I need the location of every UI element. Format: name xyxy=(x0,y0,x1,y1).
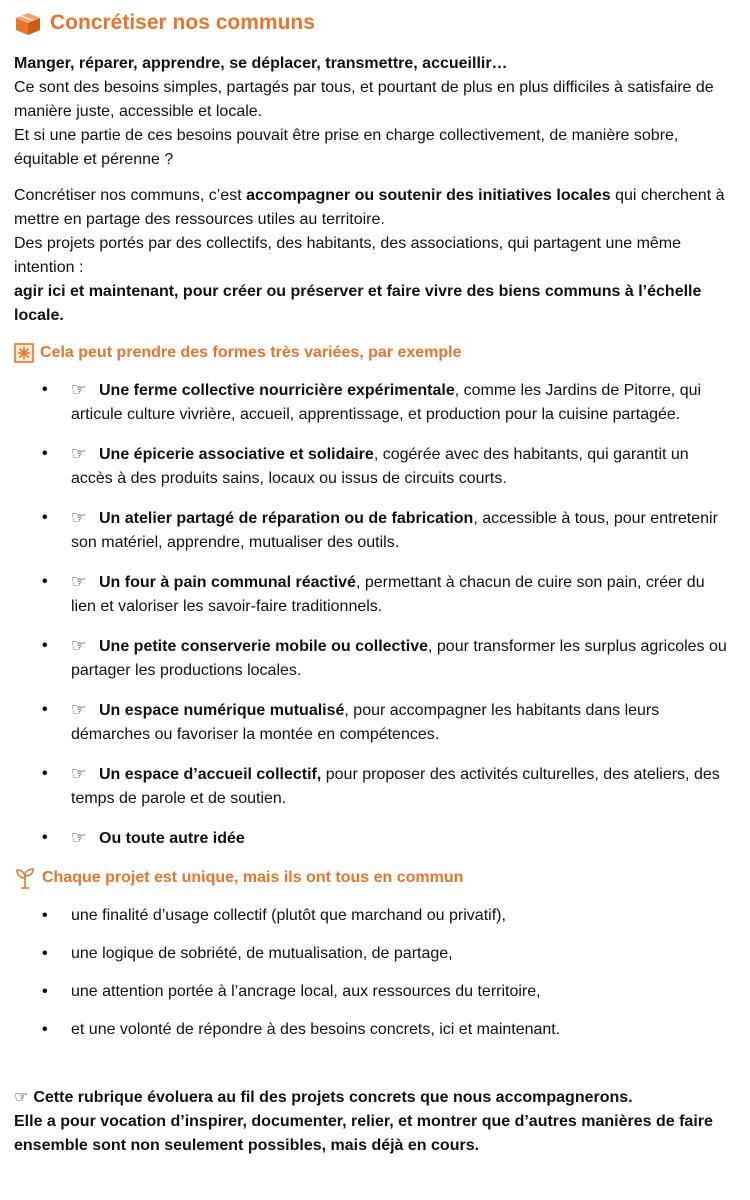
example-description: , pour accompagner les habitants dans leurs démarches ou favoriser la montée en compétences. xyxy=(71,702,660,743)
definition-text-end: qui cherchent à mettre en partage des ressources utiles au territoire. xyxy=(14,187,725,228)
definition-line-2: Des projets portés par des collectifs, des habitants, des associations, qui partagent une même intention : xyxy=(14,235,682,276)
example-description: , comme les Jardins de Pitorre, qui articule culture vivrière, accueil, apprentissage, et production pour la cuisine partagée. xyxy=(71,382,702,423)
bullet: • xyxy=(42,983,48,1000)
bullet: • xyxy=(42,573,48,590)
example-item xyxy=(14,762,736,811)
footer-line-1 xyxy=(14,1086,736,1110)
commons-item xyxy=(14,904,736,928)
example-title: Un espace numérique mutualisé xyxy=(99,702,345,719)
commons-item xyxy=(14,1018,736,1042)
example-title: Un four à pain communal réactivé xyxy=(99,574,356,591)
pointing-hand-icon: ☞ xyxy=(71,700,87,719)
footer-note xyxy=(14,1086,736,1158)
example-title: Une petite conserverie mobile ou collective xyxy=(99,638,428,655)
intro-lead: Manger, réparer, apprendre, se déplacer, transmettre, accueillir… xyxy=(14,55,508,72)
pointing-hand-icon: ☞ xyxy=(71,828,87,847)
intro xyxy=(14,52,736,172)
definition-bold: accompagner ou soutenir des initiatives locales xyxy=(246,187,611,204)
example-title: Une épicerie associative et solidaire xyxy=(99,446,374,463)
bullet: • xyxy=(42,701,48,718)
example-item xyxy=(14,634,736,683)
example-title: Un atelier partagé de réparation ou de fabrication xyxy=(99,510,474,527)
commons-list xyxy=(14,904,736,1042)
definition-text: Concrétiser nos communs, c’est xyxy=(14,187,247,204)
bullet: • xyxy=(42,1021,48,1038)
commons-item xyxy=(14,980,736,1004)
commons-heading-text: Chaque projet est unique, mais ils ont tous en commun xyxy=(42,869,464,886)
sparkle-box-icon xyxy=(14,343,34,363)
example-title: Ou toute autre idée xyxy=(99,830,245,847)
examples-heading-text: Cela peut prendre des formes très variées, par exemple xyxy=(40,344,462,361)
bullet: • xyxy=(42,829,48,846)
commons-item xyxy=(14,942,736,966)
commons-item-text: une logique de sobriété, de mutualisation, de partage, xyxy=(71,945,453,962)
pointing-hand-icon: ☞ xyxy=(71,444,87,463)
example-description: , accessible à tous, pour entretenir son matériel, apprendre, mutualiser des outils. xyxy=(71,510,718,551)
definition-line-1 xyxy=(14,184,736,232)
box-icon xyxy=(14,10,42,36)
bullet: • xyxy=(42,765,48,782)
intro-line-1: Ce sont des besoins simples, partagés par tous, et pourtant de plus en plus difficiles à satisfaire de manière juste, accessible et locale. xyxy=(14,79,714,120)
pointing-hand-icon: ☞ xyxy=(71,636,87,655)
pointing-hand-icon: ☞ xyxy=(71,380,87,399)
bullet: • xyxy=(42,945,48,962)
footer-line-2: Elle a pour vocation d’inspirer, documenter, relier, et montrer que d’autres manières de faire ensemble sont non seulement possibles, mais déjà en cours. xyxy=(14,1113,713,1154)
example-item xyxy=(14,826,736,851)
pointing-hand-icon: ☞ xyxy=(71,572,87,591)
page-header xyxy=(14,7,736,39)
commons-item-text: une attention portée à l’ancrage local, aux ressources du territoire, xyxy=(71,983,541,1000)
example-description: , cogérée avec des habitants, qui garantit un accès à des produits sains, locaux ou issus de circuits courts. xyxy=(71,446,689,487)
example-item xyxy=(14,506,736,555)
examples-list xyxy=(14,378,736,851)
commons-item-text: une finalité d’usage collectif (plutôt que marchand ou privatif), xyxy=(71,907,506,924)
example-title: Un espace d’accueil collectif, xyxy=(99,766,322,783)
example-title: Une ferme collective nourricière expérimentale xyxy=(99,382,455,399)
example-description: , permettant à chacun de cuire son pain, créer du lien et valoriser les savoir-faire traditionnels. xyxy=(71,574,705,615)
commons-item-text: et une volonté de répondre à des besoins concrets, ici et maintenant. xyxy=(71,1021,561,1038)
bullet: • xyxy=(42,907,48,924)
intro-line-2: Et si une partie de ces besoins pouvait être prise en charge collectivement, de manière sobre, équitable et pérenne ? xyxy=(14,127,679,168)
pointing-hand-icon: ☞ xyxy=(14,1089,29,1106)
example-item xyxy=(14,570,736,619)
bullet: • xyxy=(42,445,48,462)
example-description: , pour transformer les surplus agricoles ou partager les productions locales. xyxy=(71,638,727,679)
footer-line-1-text: Cette rubrique évoluera au fil des projets concrets que nous accompagnerons. xyxy=(33,1089,633,1106)
definition xyxy=(14,184,736,328)
example-item xyxy=(14,698,736,747)
example-description: pour proposer des activités culturelles, des ateliers, des temps de parole et de soutien. xyxy=(71,766,720,807)
examples-heading xyxy=(14,341,736,365)
definition-line-3: agir ici et maintenant, pour créer ou préserver et faire vivre des biens communs à l’échelle locale. xyxy=(14,283,702,324)
pointing-hand-icon: ☞ xyxy=(71,508,87,527)
bullet: • xyxy=(42,637,48,654)
page-title: Concrétiser nos communs xyxy=(50,11,315,34)
example-item xyxy=(14,442,736,491)
commons-heading xyxy=(14,866,736,890)
example-item xyxy=(14,378,736,427)
pointing-hand-icon: ☞ xyxy=(71,764,87,783)
bullet: • xyxy=(42,509,48,526)
bullet: • xyxy=(42,381,48,398)
seedling-icon xyxy=(14,867,36,889)
